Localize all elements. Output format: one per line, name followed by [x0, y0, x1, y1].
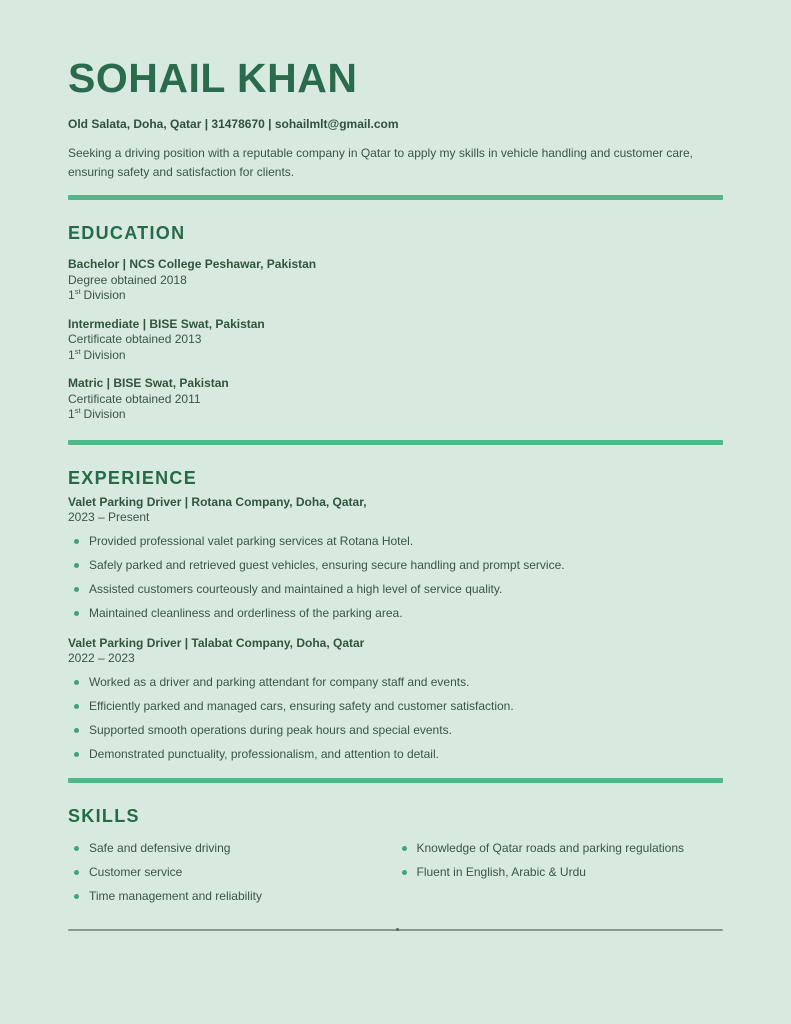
bullet-text: Worked as a driver and parking attendant for company staff and events. [89, 675, 470, 690]
experience-job [68, 495, 723, 622]
bullet-text: Safely parked and retrieved guest vehicles, ensuring secure handling and prompt service. [89, 558, 565, 573]
division-label: Division [83, 407, 126, 422]
education-section [68, 222, 723, 423]
bullet-text: Time management and reliability [89, 889, 262, 904]
bullet-dot [74, 846, 79, 851]
skill-item [68, 889, 396, 905]
job-dates: 2022 – 2023 [68, 651, 135, 666]
skill-item [396, 841, 724, 857]
education-entry [68, 376, 723, 423]
skills-column-right [396, 833, 724, 905]
division-ordinal: st [74, 406, 81, 416]
job-dates: 2023 – Present [68, 510, 150, 525]
skills-section [68, 805, 723, 905]
bullet-text: Supported smooth operations during peak hours and special events. [89, 723, 452, 738]
division-number: 1 [68, 407, 75, 422]
education-heading: EDUCATION [68, 223, 186, 244]
bullet-dot [74, 611, 79, 616]
education-entry-division [68, 407, 723, 423]
bullet-dot [74, 680, 79, 685]
bullet-text: Maintained cleanliness and orderliness of the parking area. [89, 606, 403, 621]
experience-bullet [68, 675, 723, 691]
skills-list-right [396, 841, 724, 881]
education-entry-title: Matric | BISE Swat, Pakistan [68, 376, 229, 391]
division-ordinal: st [74, 287, 81, 297]
education-entry [68, 257, 723, 304]
experience-bullet [68, 582, 723, 598]
experience-heading: EXPERIENCE [68, 467, 198, 488]
bottom-rule [68, 929, 723, 931]
education-entry-detail: Degree obtained 2018 [68, 272, 187, 287]
job-title: Valet Parking Driver | Talabat Company, Doha, Qatar [68, 635, 365, 650]
bullet-text: Fluent in English, Arabic & Urdu [416, 865, 586, 880]
summary-text: Seeking a driving position with a reputable company in Qatar to apply my skills in vehicle handling and customer care, ensuring safety and satisfaction for clients. [68, 146, 693, 179]
education-entry-detail: Certificate obtained 2013 [68, 332, 202, 347]
education-entry-title: Bachelor | NCS College Peshawar, Pakistan [68, 257, 317, 272]
contact-line: Old Salata, Doha, Qatar | 31478670 | sohailmlt@gmail.com [68, 117, 399, 132]
skill-item [68, 865, 396, 881]
bullet-dot [402, 846, 407, 851]
skills-heading: SKILLS [68, 805, 140, 826]
skill-item [68, 841, 396, 857]
job-title: Valet Parking Driver | Rotana Company, Doha, Qatar, [68, 494, 367, 509]
division-label: Division [83, 288, 126, 303]
skills-list-left [68, 841, 396, 905]
bullet-dot [74, 870, 79, 875]
bullet-text: Efficiently parked and managed cars, ensuring safety and customer satisfaction. [89, 699, 514, 714]
division-ordinal: st [74, 346, 81, 356]
bottom-rule-dot [396, 928, 399, 931]
bullet-dot [74, 563, 79, 568]
bullet-dot [74, 587, 79, 592]
section-divider [68, 440, 723, 445]
job-bullet-list [68, 675, 723, 763]
education-entry [68, 317, 723, 364]
bullet-text: Safe and defensive driving [89, 841, 231, 856]
bullet-dot [74, 728, 79, 733]
section-divider [68, 778, 723, 783]
education-entry-detail: Certificate obtained 2011 [68, 391, 201, 406]
job-bullet-list [68, 534, 723, 622]
education-entry-title: Intermediate | BISE Swat, Pakistan [68, 316, 265, 331]
division-number: 1 [68, 347, 75, 362]
experience-bullet [68, 723, 723, 739]
bullet-text: Knowledge of Qatar roads and parking regulations [416, 841, 685, 856]
bullet-text: Demonstrated punctuality, professionalism, and attention to detail. [89, 747, 439, 762]
bullet-dot [74, 894, 79, 899]
experience-job [68, 636, 723, 763]
bullet-text: Provided professional valet parking services at Rotana Hotel. [89, 534, 414, 549]
bullet-dot [74, 752, 79, 757]
experience-bullet [68, 747, 723, 763]
bullet-text: Assisted customers courteously and maintained a high level of service quality. [89, 582, 503, 597]
bullet-dot [74, 539, 79, 544]
experience-bullet [68, 558, 723, 574]
division-number: 1 [68, 288, 75, 303]
experience-bullet [68, 699, 723, 715]
skill-item [396, 865, 724, 881]
resume-name: SOHAIL KHAN [68, 55, 358, 101]
experience-section [68, 467, 723, 763]
skills-column-left [68, 833, 396, 905]
division-label: Division [83, 347, 126, 362]
section-divider [68, 195, 723, 200]
experience-bullet [68, 534, 723, 550]
education-entry-division [68, 348, 723, 364]
bullet-dot [402, 870, 407, 875]
bullet-dot [74, 704, 79, 709]
skills-columns [68, 833, 723, 905]
bullet-text: Customer service [89, 865, 183, 880]
education-entry-division [68, 288, 723, 304]
experience-bullet [68, 606, 723, 622]
